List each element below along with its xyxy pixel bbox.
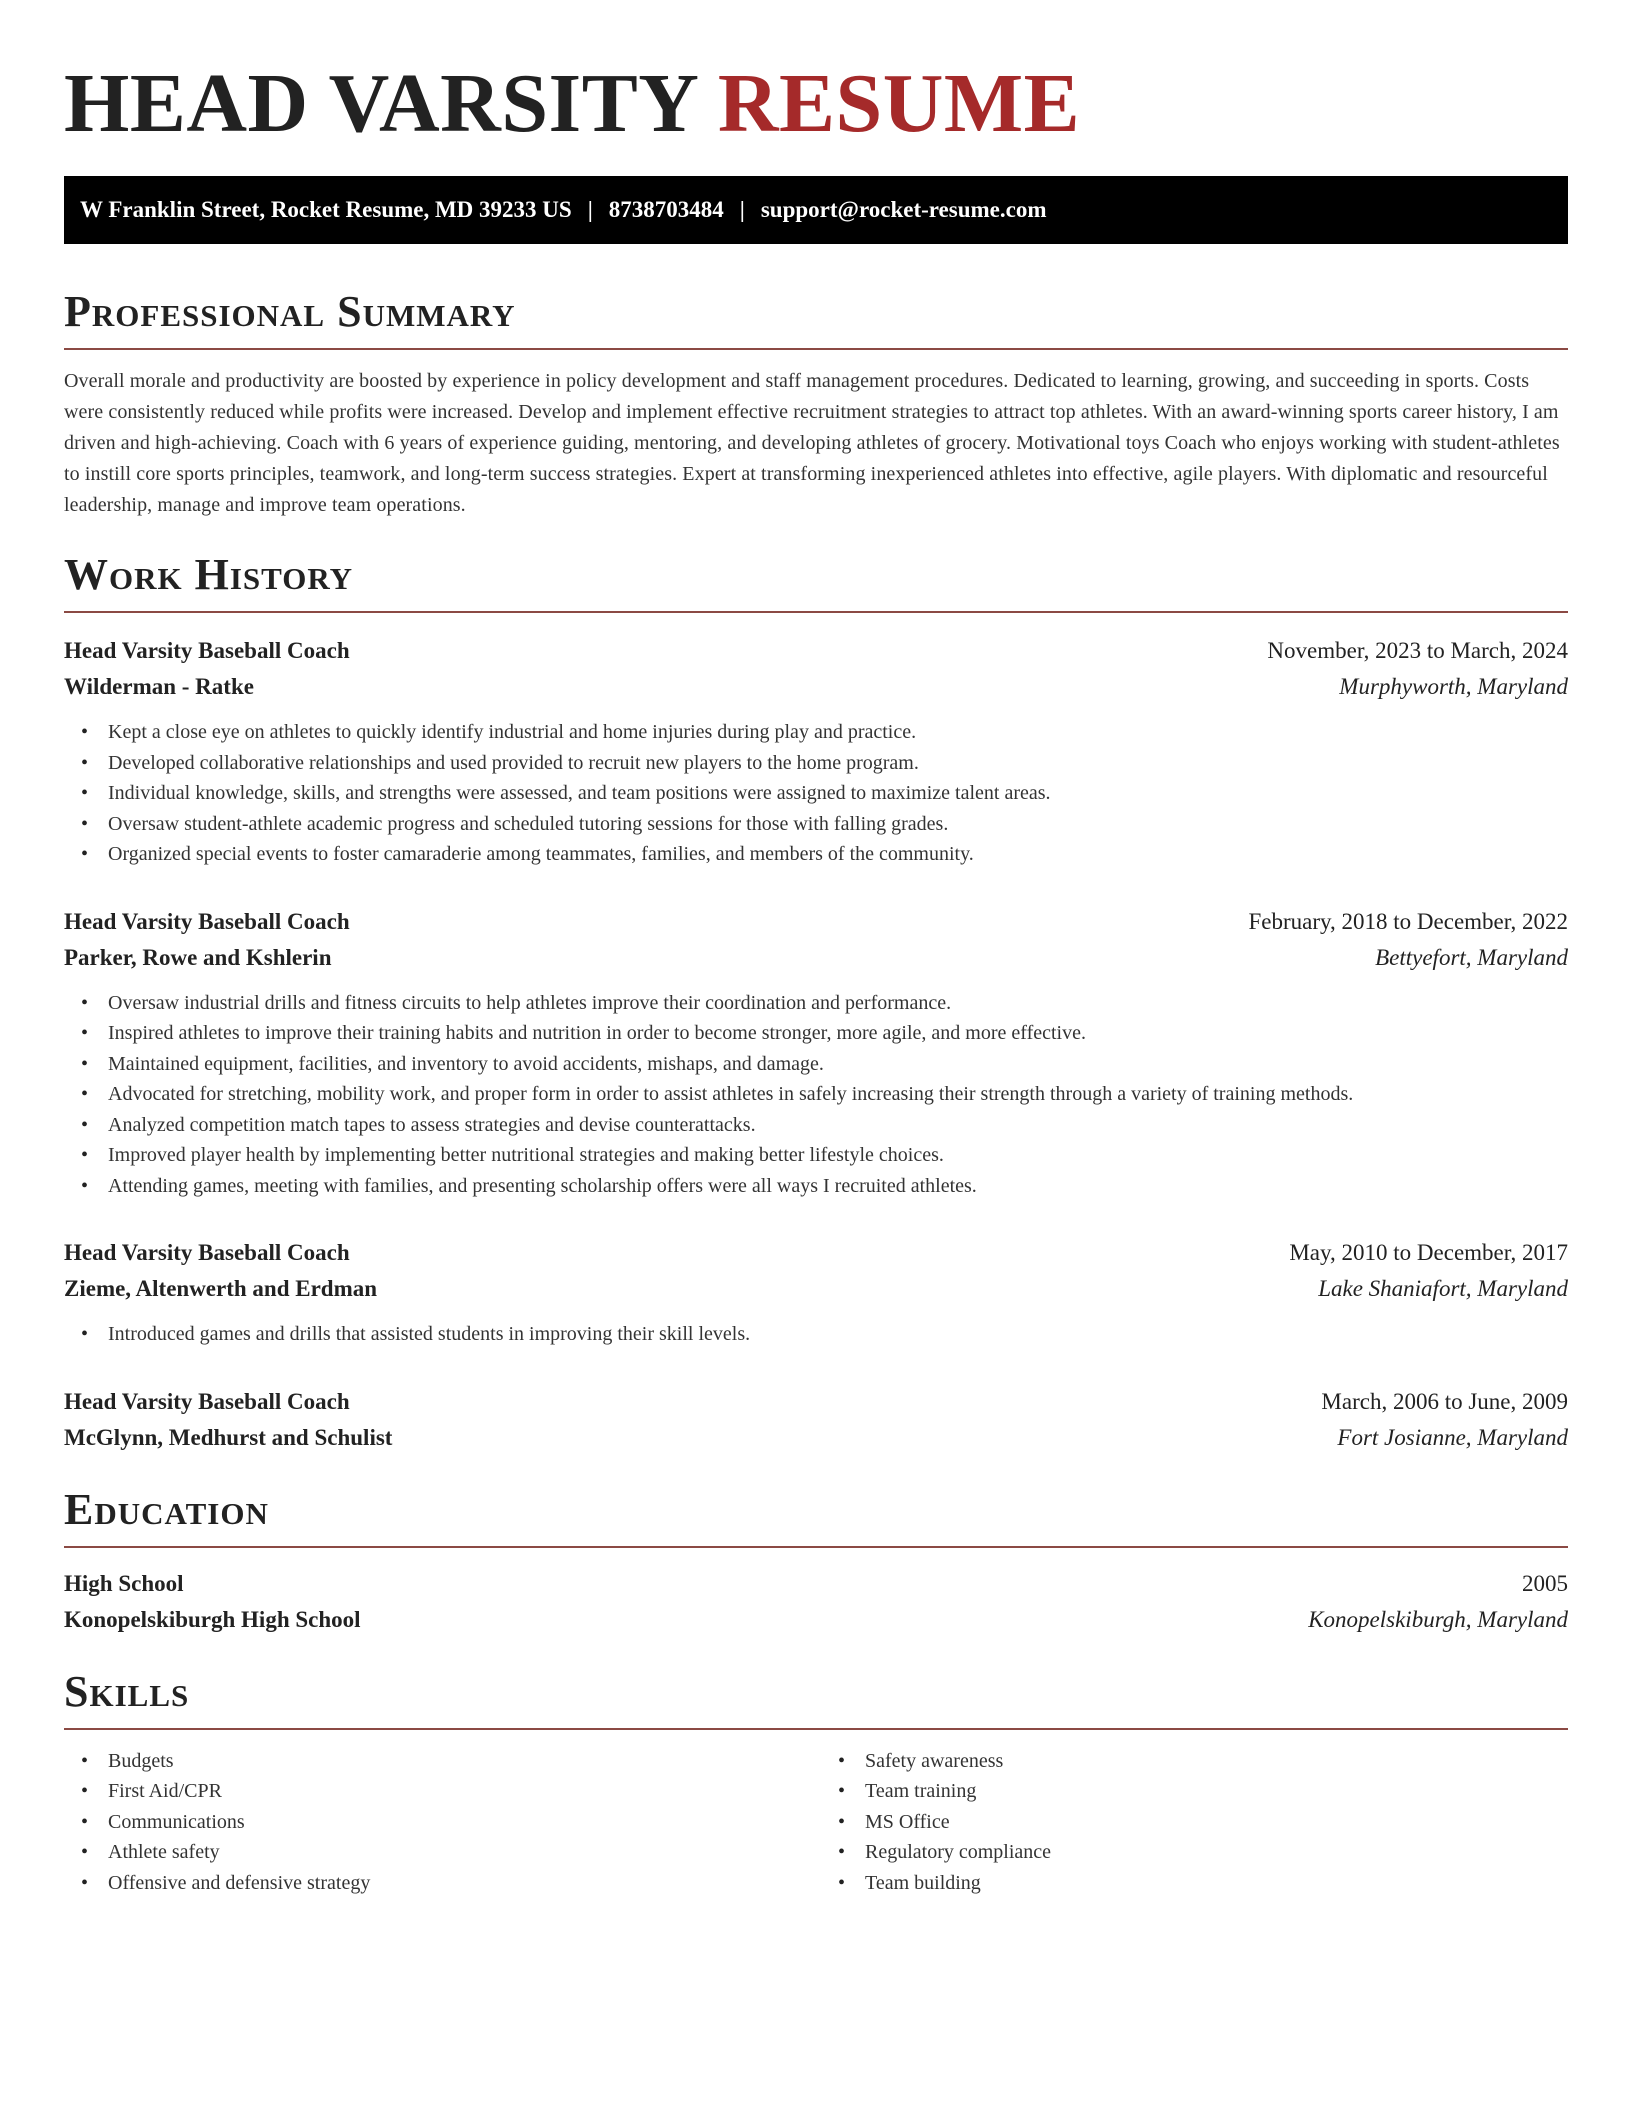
job-header-row	[64, 1235, 1568, 1271]
job-company: McGlynn, Medhurst and Schulist	[64, 1424, 393, 1450]
education-entry	[64, 1566, 1568, 1638]
job-dates: November, 2023 to March, 2024	[1267, 638, 1568, 663]
skill-item: • Team building	[838, 1868, 1558, 1899]
job-bullets	[64, 988, 1568, 1202]
skill-item: • Budgets	[81, 1746, 821, 1777]
job-dates: March, 2006 to June, 2009	[1321, 1388, 1568, 1414]
job-location: Murphyworth, Maryland	[1339, 674, 1568, 699]
job-bullet: • Attending games, meeting with families, and presenting scholarship offers were all ways I recruited athletes.	[81, 1171, 1568, 1202]
job-bullet: • Oversaw industrial drills and fitness circuits to help athletes improve their coordination and performance.	[81, 988, 1568, 1019]
job-company-row	[64, 940, 1568, 976]
job-location: Lake Shaniafort, Maryland	[1318, 1276, 1568, 1301]
education-section	[64, 1486, 1568, 1638]
job-bullet: • Organized special events to foster camaraderie among teammates, families, and members of the community.	[81, 839, 1568, 870]
skill-item: • Communications	[81, 1807, 821, 1838]
contact-separator: |	[587, 197, 593, 222]
job-dates: February, 2018 to December, 2022	[1248, 908, 1568, 934]
skill-item: • Regulatory compliance	[838, 1837, 1558, 1868]
skill-item: • First Aid/CPR	[81, 1776, 821, 1807]
section-divider	[64, 1546, 1568, 1548]
section-divider	[64, 348, 1568, 350]
summary-section	[64, 288, 1568, 521]
education-title: Education	[64, 1484, 269, 1534]
contact-phone: 8738703484	[608, 197, 724, 222]
job-bullet: • Developed collaborative relationships and used provided to recruit new players to the home program.	[81, 748, 1568, 779]
name-last: RESUME	[717, 57, 1081, 150]
job-bullet: • Oversaw student-athlete academic progress and scheduled tutoring sessions for those with falling grades.	[81, 809, 1568, 840]
contact-address: W Franklin Street, Rocket Resume, MD 39233 US	[80, 197, 572, 222]
summary-title: Professional Summary	[64, 287, 516, 336]
job-company-row	[64, 669, 1568, 705]
skills-section	[64, 1668, 1568, 1899]
education-school: Konopelskiburgh High School	[64, 1606, 361, 1632]
skills-title: Skills	[64, 1666, 190, 1716]
resume-name	[64, 52, 1568, 156]
name-first: HEAD VARSITY	[64, 57, 697, 150]
job-location: Bettyefort, Maryland	[1375, 944, 1568, 970]
job-bullet: • Individual knowledge, skills, and strengths were assessed, and team positions were assigned to maximize talent areas.	[81, 778, 1568, 809]
job-role: Head Varsity Baseball Coach	[64, 1240, 350, 1265]
skill-item: • Athlete safety	[81, 1837, 821, 1868]
education-location: Konopelskiburgh, Maryland	[1308, 1606, 1568, 1632]
skill-item: • Offensive and defensive strategy	[81, 1868, 821, 1899]
job-role: Head Varsity Baseball Coach	[64, 1388, 350, 1414]
skills-left-list	[64, 1746, 821, 1899]
skill-item: • Safety awareness	[838, 1746, 1558, 1777]
job-bullet: • Kept a close eye on athletes to quickly identify industrial and home injuries during play and practice.	[81, 717, 1568, 748]
job-bullet: • Advocated for stretching, mobility work, and proper form in order to assist athletes in safely increasing their strength through a variety of training methods.	[81, 1079, 1568, 1110]
summary-text: Overall morale and productivity are boosted by experience in policy development and staff management procedures. Dedicated to learning, growing, and succeeding in sports. Costs were consistently reduced while profits were increased. Develop and implement effective recruitment strategies to attract top athletes. With an award-winning sports career history, I am driven and high-achieving. Coach with 6 years of experience guiding, mentoring, and developing athletes of grocery. Motivational toys Coach who enjoys working with student-athletes to instill core sports principles, teamwork, and long-term success strategies. Expert at transforming inexperienced athletes into effective, agile players. With diplomatic and resourceful leadership, manage and improve team operations.	[64, 370, 1560, 516]
job-bullet: • Maintained equipment, facilities, and inventory to avoid accidents, mishaps, and damage.	[81, 1049, 1568, 1080]
job-bullet: • Inspired athletes to improve their training habits and nutrition in order to become stronger, more agile, and more effective.	[81, 1018, 1568, 1049]
job-company: Parker, Rowe and Kshlerin	[64, 944, 332, 970]
job-entry	[64, 1235, 1568, 1350]
job-role: Head Varsity Baseball Coach	[64, 908, 350, 934]
skill-item: • Team training	[838, 1776, 1558, 1807]
job-bullets	[64, 1319, 1568, 1350]
job-bullet: • Analyzed competition match tapes to assess strategies and devise counterattacks.	[81, 1110, 1568, 1141]
skills-right-list	[821, 1746, 1558, 1899]
work-section	[64, 551, 1568, 1456]
job-company: Zieme, Altenwerth and Erdman	[64, 1276, 378, 1301]
job-entry	[64, 904, 1568, 1202]
job-bullet: • Improved player health by implementing better nutritional strategies and making better lifestyle choices.	[81, 1140, 1568, 1171]
job-entry	[64, 1384, 1568, 1456]
work-title: Work History	[64, 550, 354, 599]
job-header-row	[64, 1384, 1568, 1420]
job-header-row	[64, 904, 1568, 940]
skills-columns	[64, 1746, 1568, 1899]
contact-email: support@rocket-resume.com	[760, 197, 1047, 222]
contact-separator: |	[739, 197, 745, 222]
education-year: 2005	[1522, 1570, 1568, 1596]
job-entry	[64, 633, 1568, 870]
section-divider	[64, 1728, 1568, 1730]
education-school-row	[64, 1602, 1568, 1638]
education-degree: High School	[64, 1570, 184, 1596]
job-company-row	[64, 1420, 1568, 1456]
job-bullets	[64, 717, 1568, 870]
job-company-row	[64, 1271, 1568, 1307]
section-divider	[64, 611, 1568, 613]
job-header-row	[64, 633, 1568, 669]
job-role: Head Varsity Baseball Coach	[64, 638, 350, 663]
skill-item: • MS Office	[838, 1807, 1558, 1838]
education-header-row	[64, 1566, 1568, 1602]
job-bullet: • Introduced games and drills that assisted students in improving their skill levels.	[81, 1319, 1568, 1350]
job-company: Wilderman - Ratke	[64, 674, 254, 699]
contact-bar	[64, 176, 1568, 244]
job-location: Fort Josianne, Maryland	[1337, 1424, 1568, 1450]
job-dates: May, 2010 to December, 2017	[1289, 1240, 1568, 1265]
